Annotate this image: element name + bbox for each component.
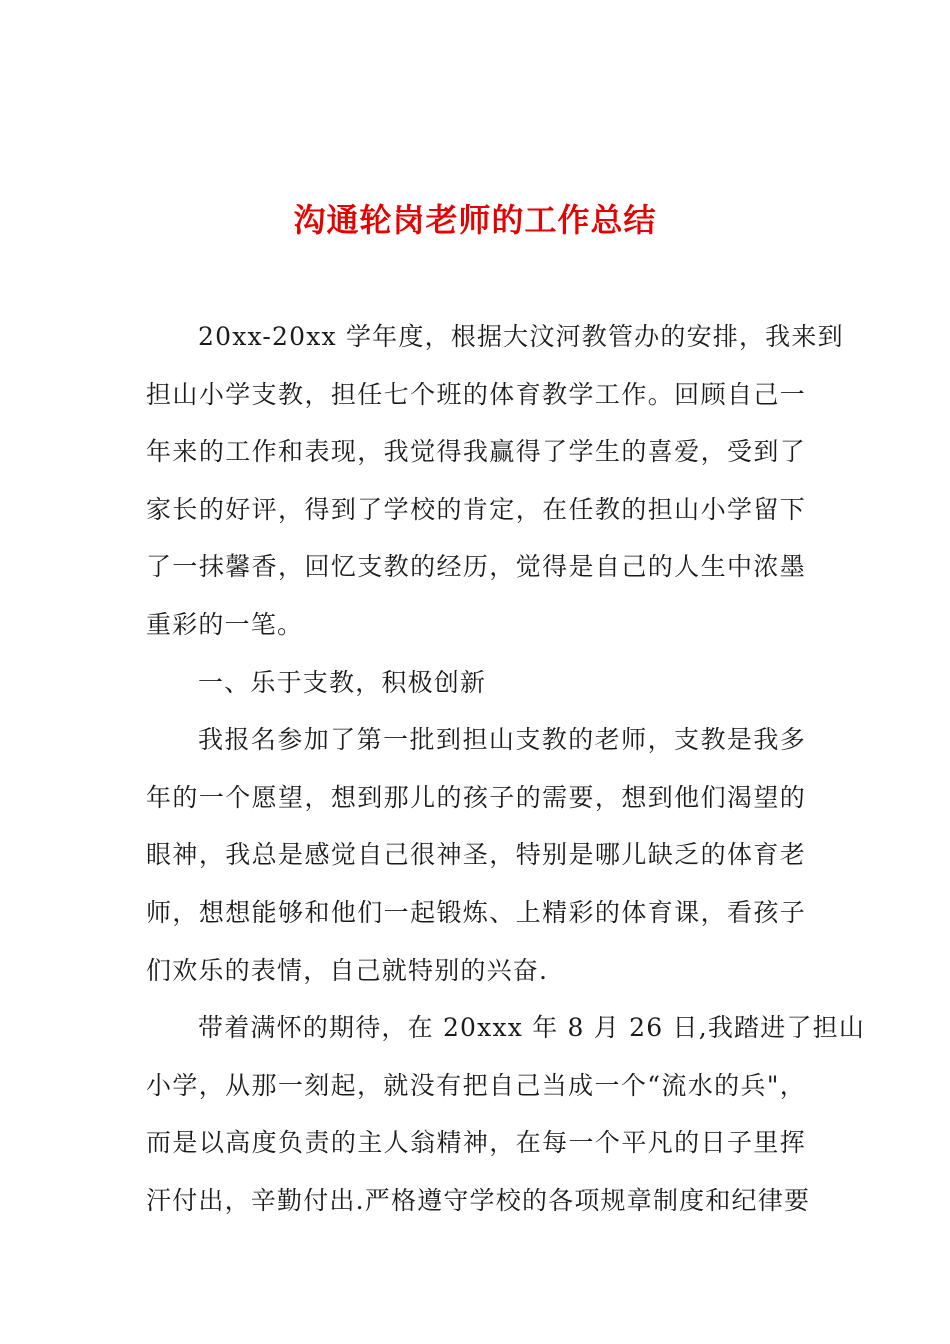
document-body (146, 308, 866, 1230)
text-line: 小学，从那一刻起，就没有把自己当成一个“流水的兵"， (146, 1070, 806, 1100)
text-line: 了一抹馨香，回忆支教的经历，觉得是自己的人生中浓墨 (146, 552, 806, 582)
text-line: 眼神，我总是感觉自己很神圣，特别是哪儿缺乏的体育老 (146, 840, 806, 870)
text-line: 担山小学支教，担任七个班的体育教学工作。回顾自己一 (146, 379, 806, 409)
text-line: 师，想想能够和他们一起锻炼、上精彩的体育课，看孩子 (146, 897, 806, 927)
text-line: 汗付出，辛勤付出.严格遵守学校的各项规章制度和纪律要 (146, 1185, 811, 1215)
text-line: 年来的工作和表现，我觉得我赢得了学生的喜爱，受到了 (146, 437, 806, 467)
text-line: 20xx-20xx 学年度，根据大汶河教管办的安排，我来到 (198, 322, 844, 351)
text-line: 们欢乐的表情，自己就特别的兴奋. (146, 955, 549, 985)
text-line: 带着满怀的期待，在 20xxx 年 8 月 26 日,我踏进了担山 (198, 1013, 866, 1043)
text-line: 家长的好评，得到了学校的肯定，在任教的担山小学留下 (146, 494, 806, 524)
text-line: 重彩的一笔。 (146, 609, 304, 639)
document-title: 沟通轮岗老师的工作总结 (293, 201, 657, 239)
text-line: 年的一个愿望，想到那儿的孩子的需要，想到他们渴望的 (146, 782, 806, 812)
text-line: 我报名参加了第一批到担山支教的老师，支教是我多 (198, 725, 806, 755)
text-line: 而是以高度负责的主人翁精神，在每一个平凡的日子里挥 (146, 1128, 806, 1158)
text-line: 一、乐于支教，积极创新 (198, 667, 487, 697)
